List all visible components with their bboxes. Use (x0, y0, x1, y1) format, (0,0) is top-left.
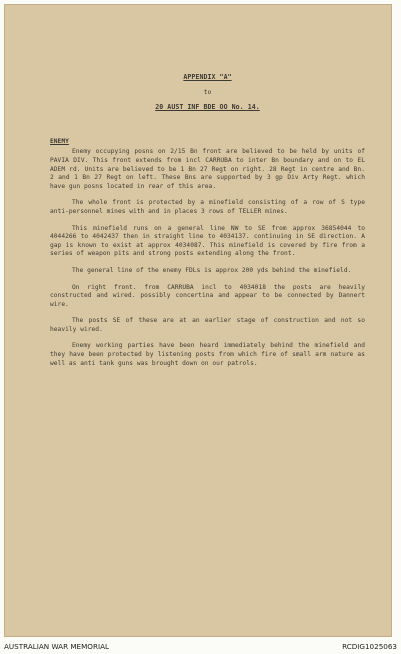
paragraph: This minefield runs on a general line NW to SE from approx 36854044 to 4044266 to 4042437 then in straight line to 4034137. continuing in SE direction. A gap is known to exist at approx 4034087. This minefield is covered by fire from a series of weapon pits and strong posts extending along the front. (50, 224, 365, 258)
paragraph: The whole front is protected by a minefield consisting of a row of S type anti-personnel mines with and in places 3 rows of TELLER mines. (50, 199, 365, 215)
paragraph: Enemy working parties have been heard immediately behind the minefield and they have been protected by listening posts from which fire of small arm nature as well as anti tank guns was brought down on our patrols. (50, 342, 365, 367)
document-subject: 20 AUST INF BDE OO No. 14. (155, 103, 260, 112)
archive-credit: AUSTRALIAN WAR MEMORIAL (4, 642, 109, 651)
document-page (4, 4, 392, 637)
document-body (50, 73, 365, 376)
to-line: to (203, 87, 212, 96)
archive-footer (0, 640, 401, 654)
paragraph: Enemy occupying posns on 2/15 Bn front are believed to be held by units of PAVIA DIV. This front extends from incl CARRUBA to inter Bn boundary and on to EL ADEM rd. Units are believed to be 1 Bn 27 Regt on right. 28 Regt in centre and Bn. 2 and 1 Bn 27 Regt on left. These Bns are supported by 3 gp Div Arty Regt. which have gun posns located in rear of this area. (50, 148, 365, 190)
paragraph: On right front. from CARRUBA incl to 4034018 the posts are heavily constructed and wired. possibly concertina and appear to be connected by Dannert wire. (50, 283, 365, 308)
section-heading: ENEMY (50, 137, 69, 145)
archive-record-id: RCDIG1025063 (342, 642, 397, 651)
paragraph: The general line of the enemy FDLs is approx 200 yds behind the minefield. (72, 266, 352, 274)
document-title: APPENDIX "A" (183, 73, 232, 81)
paragraph: The posts SE of these are at an earlier stage of construction and not so heavily wired. (50, 317, 365, 333)
